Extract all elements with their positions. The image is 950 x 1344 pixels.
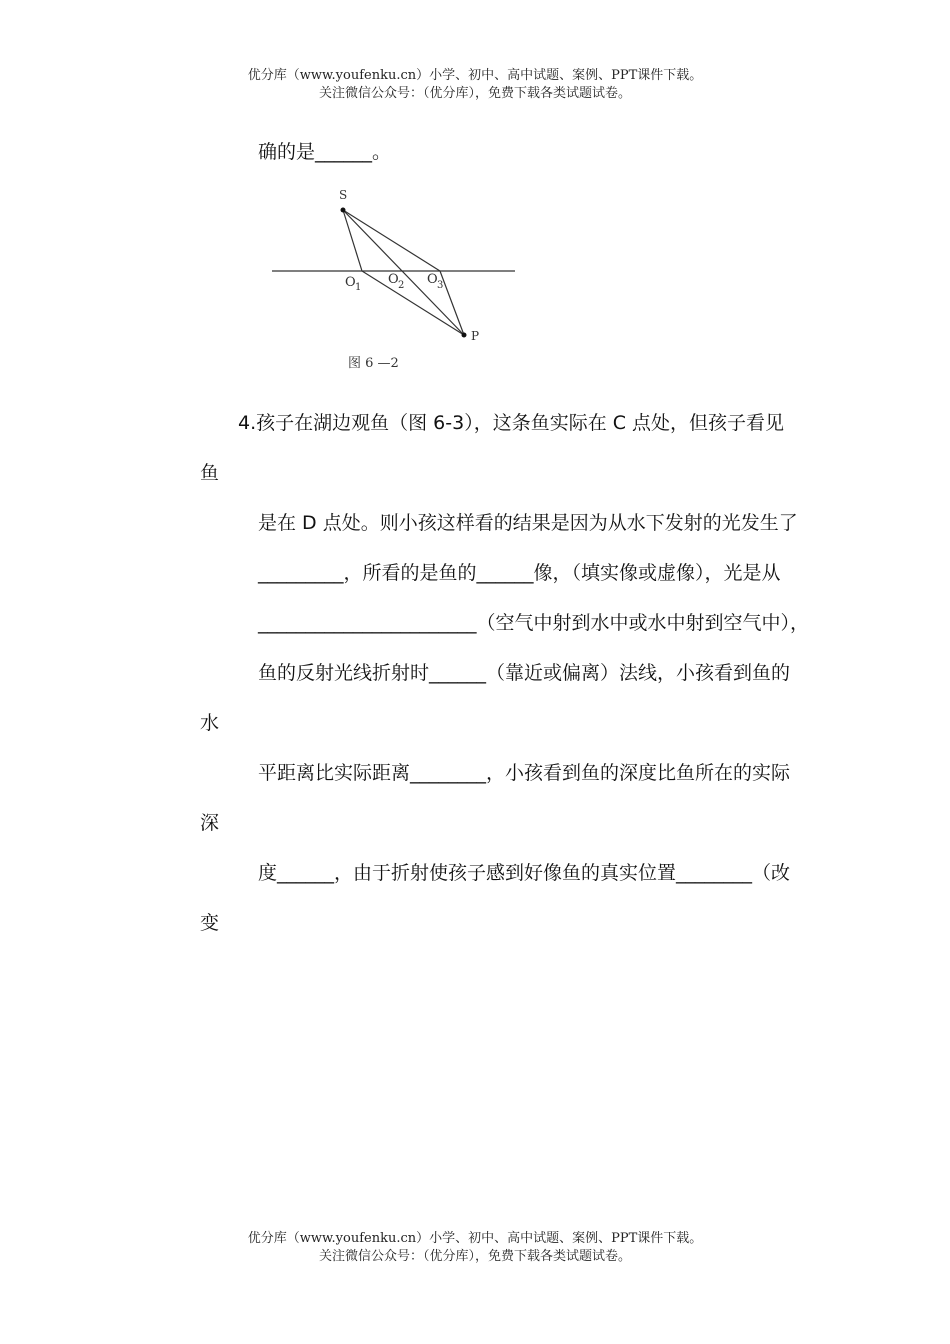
text-line-5: _________，所看的是鱼的______像，（填实像或虚像），光是从 <box>258 562 781 584</box>
text-line-11: 度______，由于折射使孩子感到好像鱼的真实位置________（改 <box>258 862 791 884</box>
text-line-6: _______________________（空气中射到水中或水中射到空气中）， <box>258 612 810 634</box>
text-line-8: 水 <box>200 712 220 734</box>
label-s: S <box>339 188 348 202</box>
figure-caption: 图 6 —2 <box>348 356 399 371</box>
text-line-10: 深 <box>200 812 220 834</box>
page-header <box>0 67 950 103</box>
text-line-1: 确的是______。 <box>258 141 392 163</box>
label-o2-sub: 2 <box>398 280 405 291</box>
footer-line-1: 优分库（www.youfenku.cn）小学、初中、高中试题、案例、PPT课件下载。 <box>247 1231 703 1246</box>
label-o1: O <box>345 275 356 290</box>
label-o3-sub: 3 <box>437 280 444 291</box>
text-line-2: 4.孩子在湖边观鱼（图 6-3），这条鱼实际在 C 点处，但孩子看见 <box>238 412 785 434</box>
header-line-2: 关注微信公众号：（优分库），免费下载各类试题试卷。 <box>318 86 631 101</box>
figure-6-2 <box>265 180 525 375</box>
page-footer <box>0 1230 950 1266</box>
ray-o1-p <box>362 271 464 335</box>
label-p: P <box>471 329 480 343</box>
footer-line-2: 关注微信公众号：（优分库），免费下载各类试题试卷。 <box>318 1249 631 1264</box>
point-p <box>462 333 467 338</box>
text-line-12: 变 <box>200 912 220 934</box>
label-o2: O <box>388 272 399 287</box>
text-line-3: 鱼 <box>200 462 220 484</box>
label-o3: O <box>427 272 438 287</box>
refraction-diagram <box>265 180 525 375</box>
ray-s-o3 <box>343 210 440 271</box>
text-line-9: 平距离比实际距离________，小孩看到鱼的深度比鱼所在的实际 <box>258 762 791 784</box>
text-line-7: 鱼的反射光线折射时______（靠近或偏离）法线，小孩看到鱼的 <box>258 662 791 684</box>
header-line-1: 优分库（www.youfenku.cn）小学、初中、高中试题、案例、PPT课件下载。 <box>247 68 703 83</box>
ray-s-p <box>343 210 464 335</box>
text-line-4: 是在 D 点处。则小孩这样看的结果是因为从水下发射的光发生了 <box>258 512 798 534</box>
ray-o3-p <box>440 271 464 335</box>
point-s <box>341 208 346 213</box>
label-o1-sub: 1 <box>355 282 362 293</box>
